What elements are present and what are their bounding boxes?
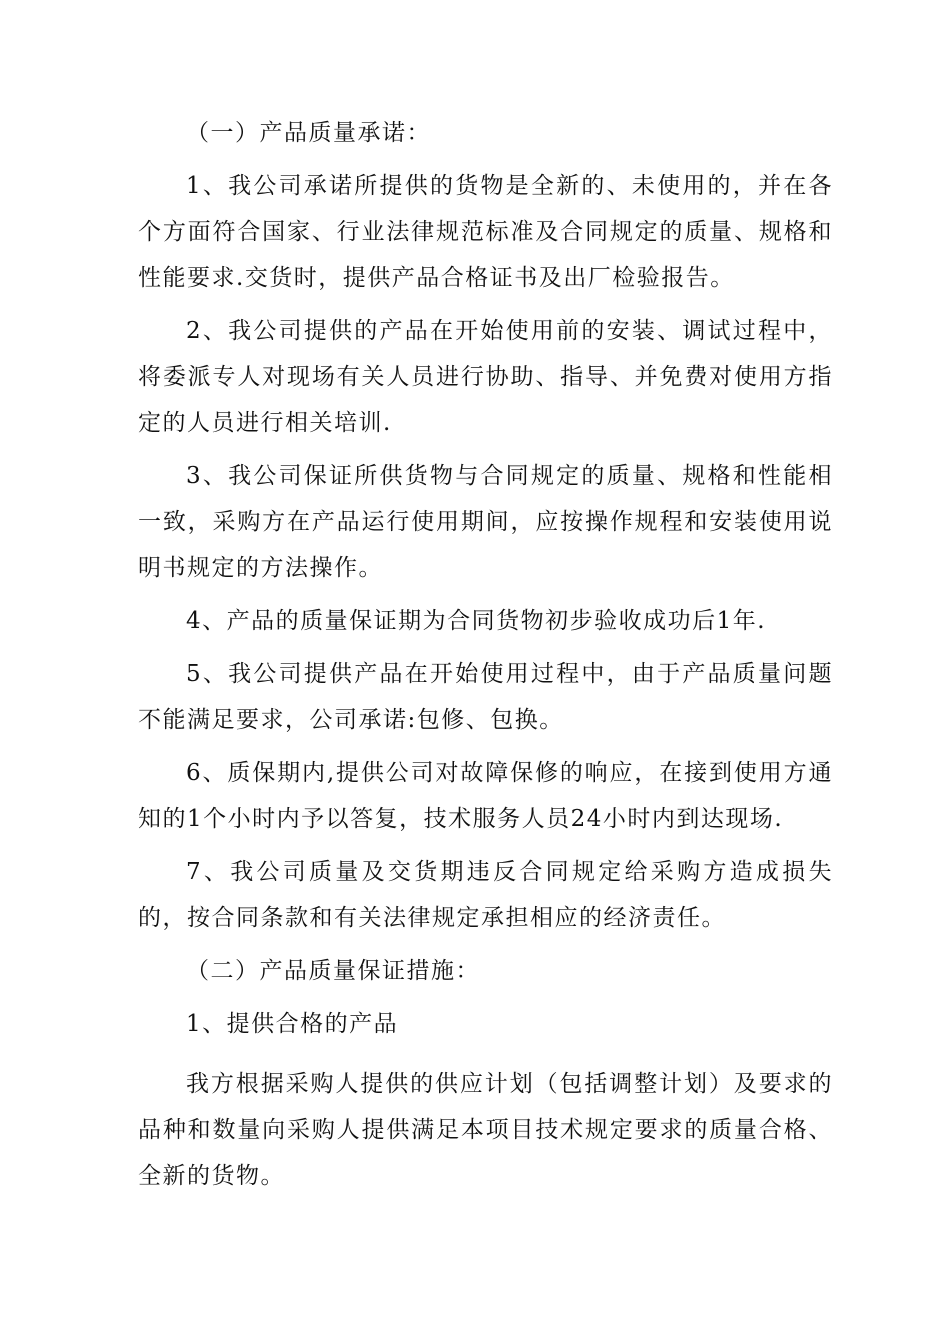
commitment-item-4: 4、产品的质量保证期为合同货物初步验收成功后1年. [186,608,767,634]
section-heading-quality-commitment: （一）产品质量承诺： [186,120,431,146]
document-body [138,110,833,1206]
commitment-item-6: 6、质保期内,提供公司对故障保修的响应，在接到使用方通知的1个小时内予以答复，技术服务人员24小时内到达现场. [138,760,833,832]
measure-item-1-title: 1、提供合格的产品 [186,1011,399,1037]
measure-item-1-body: 我方根据采购人提供的供应计划（包括调整计划）及要求的品种和数量向采购人提供满足本项目技术规定要求的质量合格、全新的货物。 [138,1071,833,1189]
commitment-item-1: 1、我公司承诺所提供的货物是全新的、未使用的，并在各个方面符合国家、行业法律规范标准及合同规定的质量、规格和性能要求.交货时，提供产品合格证书及出厂检验报告。 [138,173,833,291]
commitment-item-5: 5、我公司提供产品在开始使用过程中，由于产品质量问题不能满足要求，公司承诺:包修、包换。 [138,661,833,733]
commitment-item-7: 7、我公司质量及交货期违反合同规定给采购方造成损失的，按合同条款和有关法律规定承担相应的经济责任。 [138,859,833,931]
commitment-item-2: 2、我公司提供的产品在开始使用前的安装、调试过程中，将委派专人对现场有关人员进行协助、指导、并免费对使用方指定的人员进行相关培训. [138,318,833,436]
section-heading-quality-measures: （二）产品质量保证措施： [186,958,480,984]
commitment-item-3: 3、我公司保证所供货物与合同规定的质量、规格和性能相一致，采购方在产品运行使用期间，应按操作规程和安装使用说明书规定的方法操作。 [138,463,833,581]
